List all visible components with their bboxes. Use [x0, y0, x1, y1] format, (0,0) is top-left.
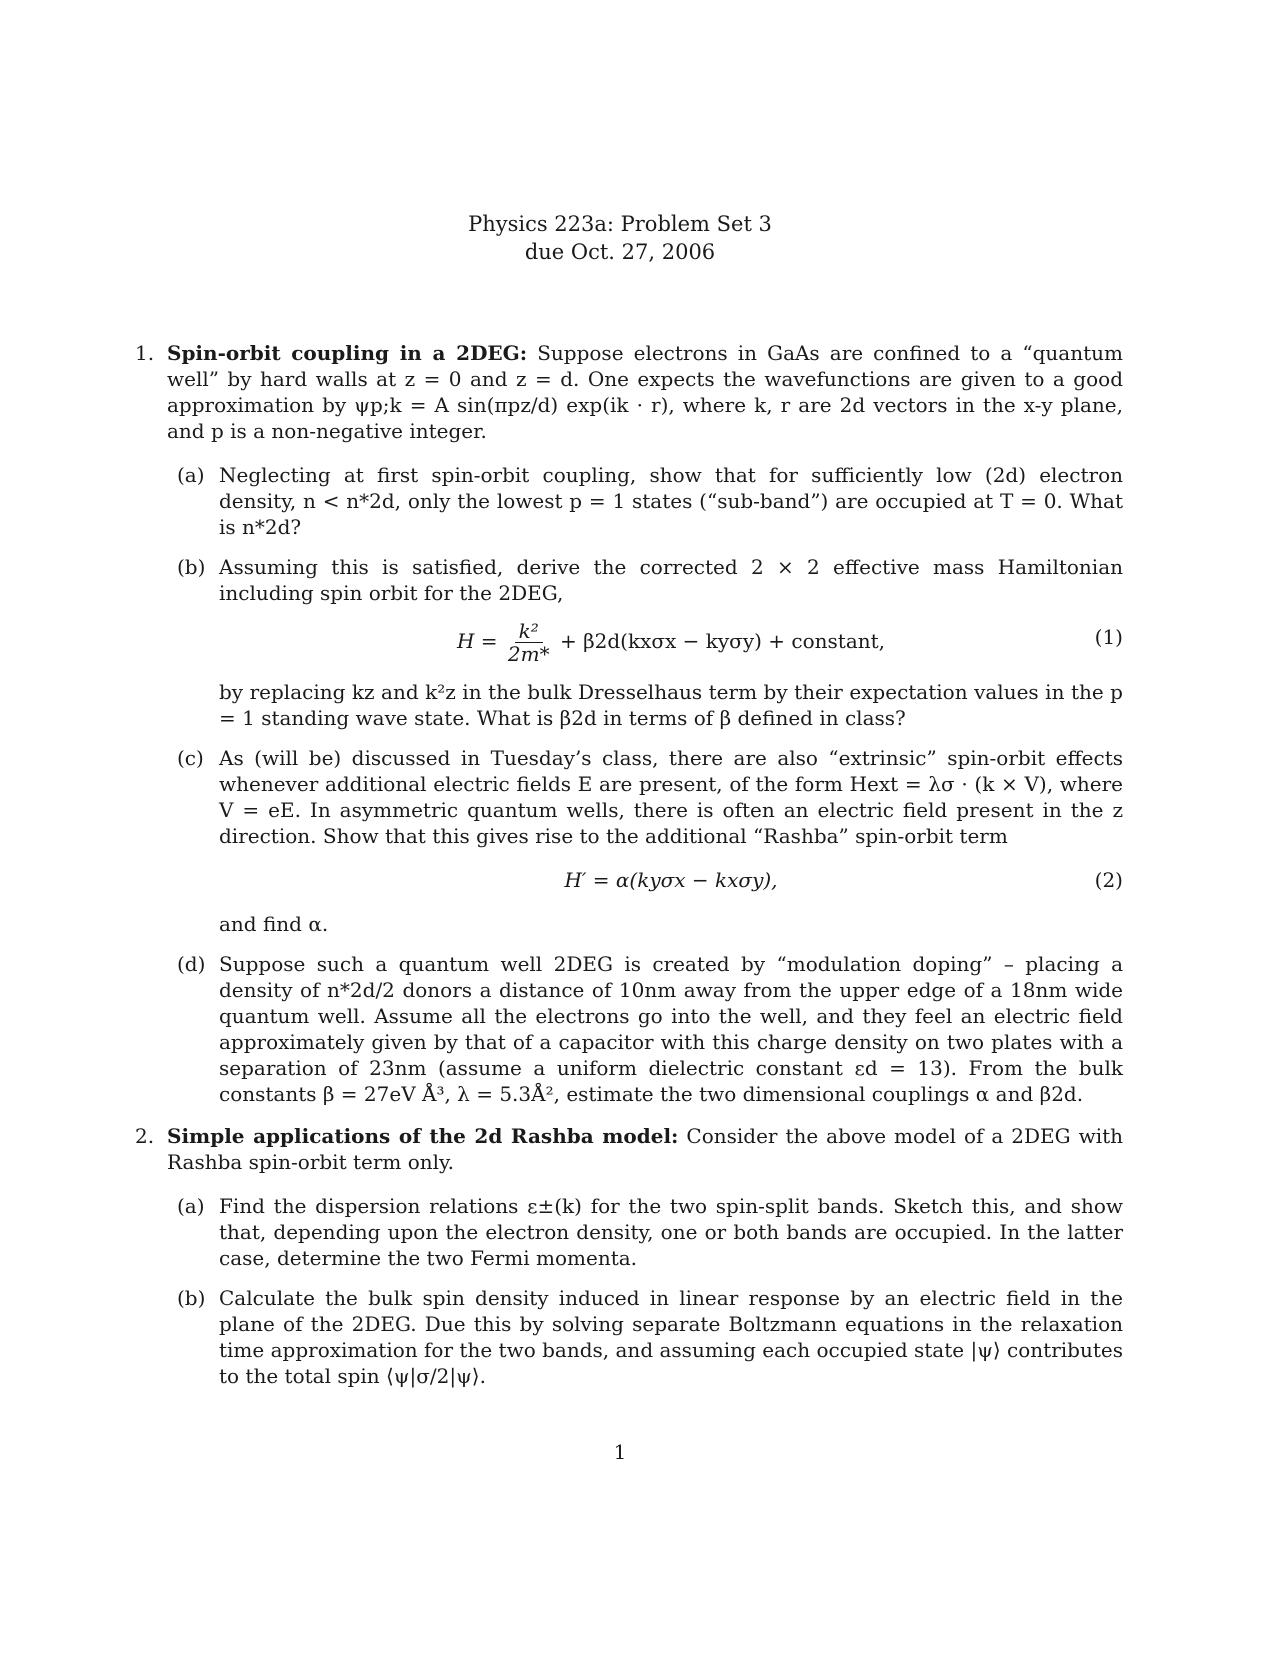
problem-parts: [167, 462, 1123, 1107]
page-number: 1: [613, 1440, 627, 1464]
fraction-numerator: k²: [515, 620, 543, 643]
part-text: Find the dispersion relations ε±(k) for the two spin-split bands. Sketch this, and show that, depending upon the electron density, one or both bands are occupied. In the latter case, determine the two Fermi momenta.: [219, 1194, 1123, 1270]
part-text: Neglecting at first spin-orbit coupling, show that for sufficiently low (2d) electron density, n < n*2d, only the lowest p = 1 states (“sub-band”) are occupied at T = 0. What is n*2d?: [219, 463, 1123, 539]
problem-intro: Suppose electrons in GaAs are confined to a “quantum well” by hard walls at z = 0 and z = d. One expects the wavefunctions are given to a good approximation by ψp;k = A sin(πpz/d) exp(ik · r), where k, r are 2d vectors in the x-y plane, and p is a non-negative integer.: [167, 341, 1123, 443]
equation-2: [219, 863, 1123, 897]
part-1d: [177, 951, 1123, 1107]
equation-number: (2): [1094, 868, 1123, 892]
part-text: As (will be) discussed in Tuesday’s class, there are also “extrinsic” spin-orbit effects whenever additional electric fields E are present, of the form Hext = λσ · (k × V), where V = eE. In asymmetric quantum wells, there is often an electric field present in the z direction. Show that this gives rise to the additional “Rashba” spin-orbit term: [219, 746, 1123, 848]
problem-intro-block: [167, 1123, 1123, 1175]
part-label: (b): [177, 555, 206, 579]
due-date: due Oct. 27, 2006: [524, 240, 716, 264]
problem-title: Simple applications of the 2d Rashba model:: [167, 1124, 679, 1148]
document-header: [0, 210, 1240, 266]
part-1c: [177, 745, 1123, 937]
equation-lhs: H =: [456, 629, 498, 653]
problem-intro-block: [167, 340, 1123, 444]
part-1b: [177, 554, 1123, 731]
part-label: (b): [177, 1286, 206, 1310]
problem-number: 2.: [135, 1124, 155, 1148]
kinetic-fraction: [504, 620, 554, 665]
part-text: Assuming this is satisfied, derive the corrected 2 × 2 effective mass Hamiltonian including spin orbit for the 2DEG,: [219, 555, 1123, 605]
part-text-continued: by replacing kz and k²z in the bulk Dresselhaus term by their expectation values in the p = 1 standing wave state. What is β2d in terms of β defined in class?: [219, 680, 1123, 730]
equation-expression: H′ = α(kyσx − kxσy),: [564, 868, 778, 892]
problem-parts: [167, 1193, 1123, 1389]
problem-number: 1.: [135, 341, 155, 365]
problem-intro: Consider the above model of a 2DEG with Rashba spin-orbit term only.: [167, 1124, 1124, 1174]
fraction-denominator: 2m*: [507, 642, 550, 666]
part-text-continued: and find α.: [219, 912, 329, 936]
part-label: (d): [177, 952, 206, 976]
part-label: (c): [177, 746, 204, 770]
problem-list: [135, 340, 1123, 1405]
part-label: (a): [177, 1194, 205, 1218]
equation-number: (1): [1094, 625, 1123, 649]
document-title: Physics 223a: Problem Set 3: [468, 212, 772, 236]
part-text: Calculate the bulk spin density induced in linear response by an electric field in the plane of the 2DEG. Due this by solving separate Boltzmann equations in the relaxation time approximation for the two bands, and assuming each occupied state |ψ⟩ contributes to the total spin ⟨ψ|σ/2|ψ⟩.: [219, 1286, 1123, 1388]
equation-1: [219, 620, 1123, 665]
part-2a: [177, 1193, 1123, 1271]
problem-1: [135, 340, 1123, 1107]
part-label: (a): [177, 463, 205, 487]
part-1a: [177, 462, 1123, 540]
problem-title: Spin-orbit coupling in a 2DEG:: [167, 341, 528, 365]
part-2b: [177, 1285, 1123, 1389]
equation-rhs: + β2d(kxσx − kyσy) + constant,: [559, 629, 886, 653]
problem-2: [135, 1123, 1123, 1389]
part-text: Suppose such a quantum well 2DEG is created by “modulation doping” – placing a density of n*2d/2 donors a distance of 10nm away from the upper edge of a 18nm wide quantum well. Assume all the electrons go into the well, and they feel an electric field approximately given by that of a capacitor with this charge density on two plates with a separation of 23nm (assume a uniform dielectric constant εd = 13). From the bulk constants β = 27eV Å³, λ = 5.3Å², estimate the two dimensional couplings α and β2d.: [219, 952, 1123, 1106]
